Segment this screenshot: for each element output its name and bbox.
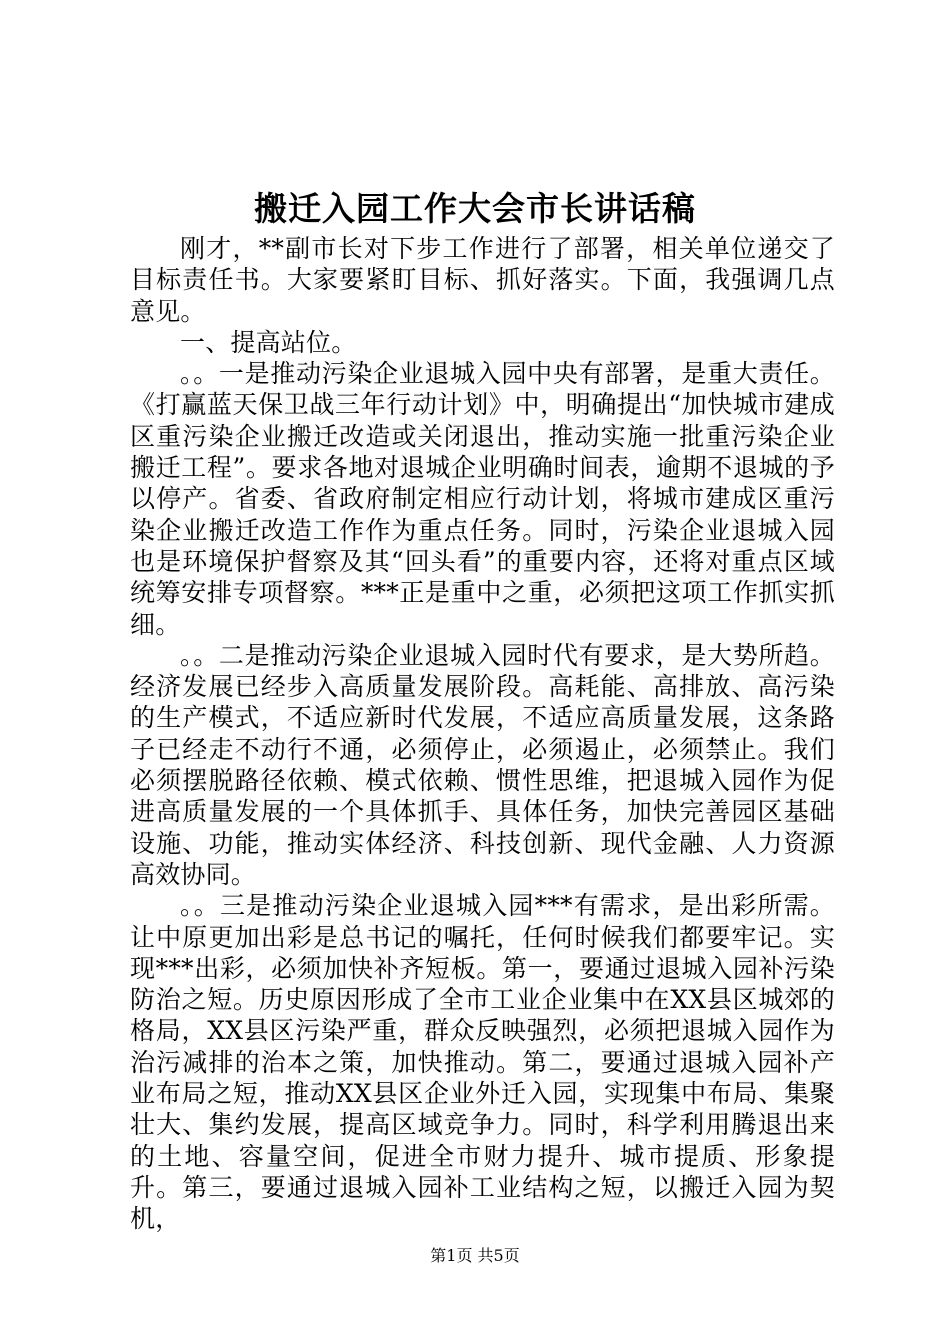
paragraph-heading-1: 一、提高站位。 bbox=[180, 327, 357, 357]
paragraph-point-1: 。。一是推动污染企业退城入园中央有部署，是重大责任。《打赢蓝天保卫战三年行动计划》中，明确提出“加快城市建成区重污染企业搬迁改造或关闭退出，推动实施一批重污染企业搬迁工程”。要求各地对退城企业明确时间表，逾期不退城的予以停产。省委、省政府制定相应行动计划，将城市建成区重污染企业搬迁改造工作作为重点任务。同时，污染企业退城入园也是环境保护督察及其“回头看”的重要内容，还将对重点区域统筹安排专项督察。***正是重中之重，必须把这项工作抓实抓细。 bbox=[130, 359, 835, 639]
page-number-footer: 第1页 共5页 bbox=[430, 1246, 520, 1265]
paragraph-point-2: 。。二是推动污染企业退城入园时代有要求，是大势所趋。经济发展已经步入高质量发展阶段。高耗能、高排放、高污染的生产模式，不适应新时代发展，不适应高质量发展，这条路子已经走不动行不通，必须停止，必须遏止，必须禁止。我们必须摆脱路径依赖、模式依赖、惯性思维，把退城入园作为促进高质量发展的一个具体抓手、具体任务，加快完善园区基础设施、功能，推动实体经济、科技创新、现代金融、人力资源高效协同。 bbox=[130, 640, 835, 889]
document-title: 搬迁入园工作大会市长讲话稿 bbox=[254, 189, 696, 228]
paragraph-intro: 刚才，**副市长对下步工作进行了部署，相关单位递交了目标责任书。大家要紧盯目标、抓好落实。下面，我强调几点意见。 bbox=[130, 234, 835, 326]
document-body bbox=[130, 233, 835, 1235]
paragraph-point-3: 。。三是推动污染企业退城入园***有需求，是出彩所需。让中原更加出彩是总书记的嘱托，任何时候我们都要牢记。实现***出彩，必须加快补齐短板。第一，要通过退城入园补污染防治之短。历史原因形成了全市工业企业集中在XX县区城郊的格局，XX县区污染严重，群众反映强烈，必须把退城入园作为治污减排的治本之策，加快推动。第二，要通过退城入园补产业布局之短，推动XX县区企业外迁入园，实现集中布局、集聚壮大、集约发展，提高区域竞争力。同时，科学利用腾退出来的土地、容量空间，促进全市财力提升、城市提质、形象提升。第三，要通过退城入园补工业结构之短，以搬迁入园为契机， bbox=[130, 891, 835, 1234]
